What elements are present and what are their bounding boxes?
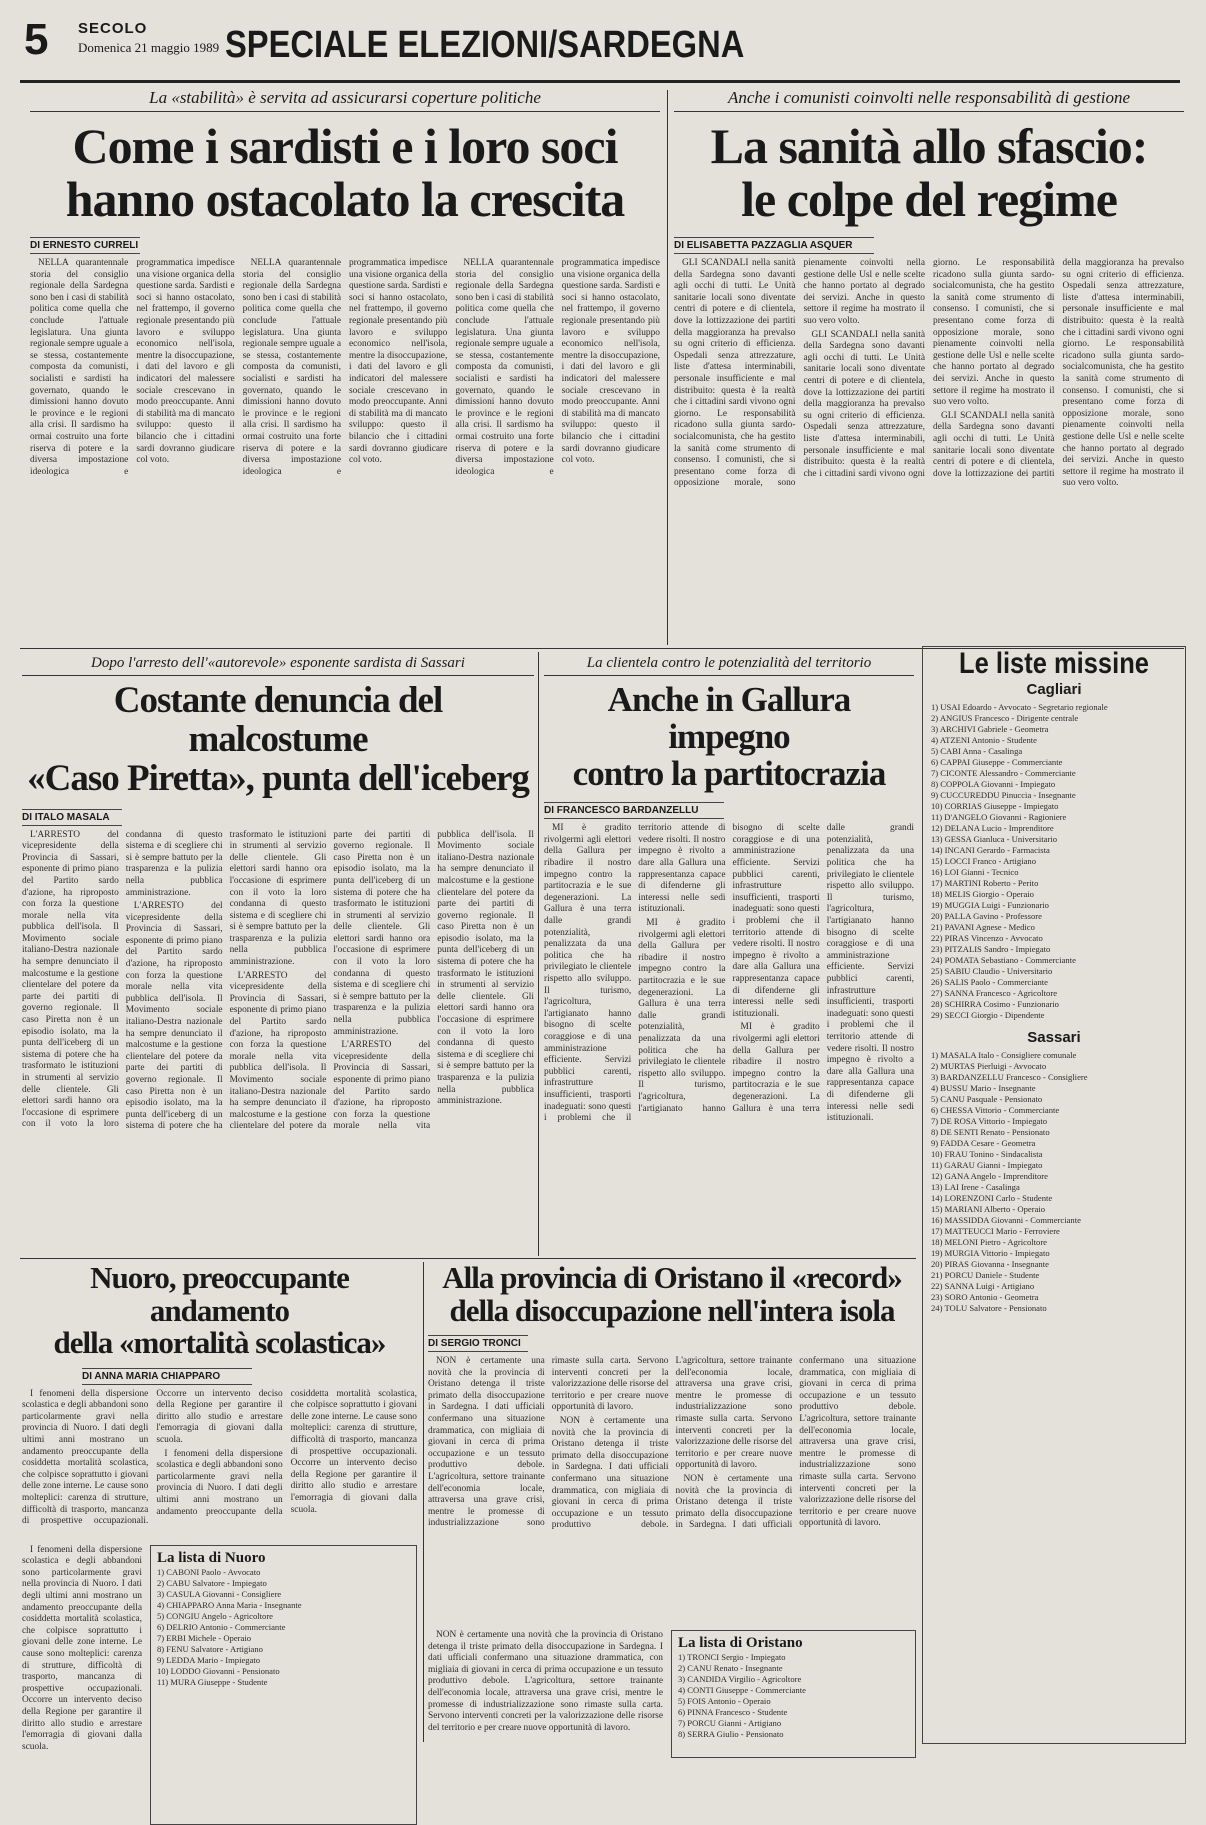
nuoro-list bbox=[157, 1567, 410, 1688]
headline-line: Nuoro, preoccupante andamento bbox=[90, 1260, 349, 1328]
list-item: 10) FRAU Tonino - Sindacalista bbox=[931, 1149, 1043, 1159]
article-sardisti bbox=[30, 88, 660, 648]
oristano-lower bbox=[428, 1630, 916, 1758]
list-item: 8) FENU Salvatore - Artigiano bbox=[157, 1643, 263, 1654]
headline-line: contro la partitocrazia bbox=[572, 753, 886, 793]
box-title: La lista di Nuoro bbox=[157, 1549, 266, 1566]
article-headline bbox=[674, 120, 1184, 225]
list-item: 7) PORCU Gianni - Artigiano bbox=[678, 1718, 782, 1729]
article-kicker: La «stabilità» è servita ad assicurarsi coperture politiche bbox=[30, 88, 660, 112]
list-item: 19) MURGIA Vittorio - Impiegato bbox=[931, 1248, 1050, 1258]
article-paragraph: L'ARRESTO del vicepresidente della Provincia di Sassari, esponente di primo piano del Partito sardo d'azione, ha riproposto con forza la questione morale nella vita pubblica dell'isola. Il Movimento sociale italiano-Destra nazionale ha sempre denunciato il malcostume e la gestione clientelare del potere da parte dei partiti di governo regionale. Il caso Piretta non è un episodio isolato, ma la punta dell'iceberg di un sistema di potere che ha trasformato le istituzioni in strumenti al servizio delle clientele. Gli elettori sardi hanno ora l'occasione di esprimere con il voto la loro condanna di questo sistema e di scegliere chi si è sempre battuto per la trasparenza e la pulizia nella pubblica amministrazione. bbox=[125, 829, 327, 1132]
article-nuoro bbox=[22, 1262, 417, 1825]
list-item: 25) SABIU Claudio - Universitario bbox=[931, 966, 1053, 976]
nuoro-lower bbox=[22, 1545, 417, 1825]
article-headline bbox=[428, 1262, 916, 1327]
list-item: 8) DE SENTI Renato - Pensionato bbox=[931, 1127, 1050, 1137]
list-item: 3) CASULA Giovanni - Consigliere bbox=[157, 1588, 282, 1599]
list-item: 5) CONGIU Angelo - Agricoltore bbox=[157, 1610, 273, 1621]
list-item: 16) MASSIDDA Giovanni - Commerciante bbox=[931, 1215, 1081, 1225]
list-item: 15) LOCCI Franco - Artigiano bbox=[931, 856, 1037, 866]
nuoro-list-box bbox=[150, 1545, 417, 1825]
article-gallura bbox=[544, 655, 914, 1278]
article-paragraph: L'ARRESTO del vicepresidente della Provincia di Sassari, esponente di primo piano del Partito sardo d'azione, ha riproposto con forza la questione morale nella vita pubblica dell'isola. Il Movimento sociale italiano-Destra nazionale ha sempre denunciato il malcostume e la gestione clientelare del potere da parte dei partiti di governo regionale. Il caso Piretta non è un episodio isolato, ma la punta dell'iceberg di un sistema di potere che ha trasformato le istituzioni in strumenti al servizio delle clientele. Gli elettori sardi hanno ora l'occasione di esprimere con il voto la loro condanna di questo sistema e di scegliere chi si è sempre battuto per la trasparenza e la pulizia nella pubblica amministrazione. bbox=[22, 829, 223, 1130]
headline-line: La sanità allo sfascio: bbox=[710, 118, 1148, 174]
list-item: 7) ERBI Michele - Operaio bbox=[157, 1632, 252, 1643]
list-item: 13) LAI Irene - Casalinga bbox=[931, 1182, 1020, 1192]
list-item: 6) CAPPAI Giuseppe - Commerciante bbox=[931, 757, 1063, 767]
article-oristano bbox=[428, 1262, 916, 1758]
article-kicker: Anche i comunisti coinvolti nelle responsabilità di gestione bbox=[674, 88, 1184, 112]
list-item: 19) MUGGIA Luigi - Funzionario bbox=[931, 900, 1049, 910]
list-item: 12) GANA Angelo - Imprenditore bbox=[931, 1171, 1048, 1181]
byline: DI ITALO MASALA bbox=[22, 809, 122, 826]
article-paragraph: L'ARRESTO del vicepresidente della Provincia di Sassari, esponente di primo piano del Partito sardo d'azione, ha riproposto con forza la questione morale nella vita pubblica dell'isola. Il Movimento sociale italiano-Destra nazionale ha sempre denunciato il malcostume e la gestione clientelare del potere da parte dei partiti di governo regionale. Il caso Piretta non è un episodio isolato, ma la punta dell'iceberg di un sistema di potere che ha trasformato le istituzioni in strumenti al servizio delle clientele. Gli elettori sardi hanno ora l'occasione di esprimere con il voto la loro condanna di questo sistema e di scegliere chi si è sempre battuto per la trasparenza e la pulizia nella pubblica amministrazione. bbox=[229, 829, 431, 1132]
list-item: 28) SCHIRRA Cosimo - Funzionario bbox=[931, 999, 1059, 1009]
article-headline bbox=[22, 682, 534, 799]
article-paragraph: NELLA quarantennale storia del consiglio regionale della Sardegna sono ben i casi di stabilità politica come quella che conclude l'attuale legislatura. Una giunta regionale sempre uguale a se stessa, costantemente composta da comunisti, socialisti e sardisti ha governato, quando le dimissioni hanno dovuto le province e le regioni alla crisi. Il sardismo ha ormai costruito una forte riserva di potere e la diversa impostazione ideologica e programmatica impedisce una visione organica della questione sarda. Sardisti e soci si hanno ostacolato, nel frattempo, il governo regionale presentando più lavoro e sviluppo economico nell'isola, mentre la disoccupazione, i dati del lavoro e gli indicatori del malessere sociale crescevano in modo preoccupante. Anni di stabilità ma di mancato sviluppo: questo il bilancio che i cittadini sardi dovranno giudicare col voto. bbox=[30, 258, 235, 477]
list-item: 29) SECCI Giorgio - Dipendente bbox=[931, 1010, 1045, 1020]
article-paragraph: L'ARRESTO del vicepresidente della Provincia di Sassari, esponente di primo piano del Partito sardo d'azione, ha riproposto con forza la questione morale nella vita pubblica dell'isola. Il Movimento sociale italiano-Destra nazionale ha sempre denunciato il malcostume e la gestione clientelare del potere da parte dei partiti di governo regionale. Il caso Piretta non è un episodio isolato, ma la punta dell'iceberg di un sistema di potere che ha trasformato le istituzioni in strumenti al servizio delle clientele. Gli elettori sardi hanno ora l'occasione di esprimere con il voto la loro condanna di questo sistema e di scegliere chi si è sempre battuto per la trasparenza e la pulizia nella pubblica amministrazione. bbox=[333, 829, 534, 1132]
article-body bbox=[22, 830, 534, 1285]
article-body-continued bbox=[22, 1545, 142, 1825]
list-item: 1) MASALA Italo - Consigliere comunale bbox=[931, 1050, 1077, 1060]
article-paragraph: GLI SCANDALI nella sanità della Sardegna sono davanti agli occhi di tutti. Le Unità sanitarie locali sono diventate centri di potere e di clientela, dove la lottizzazione dei partiti della maggioranza ha prevalso su ogni criterio di efficienza. Ospedali senza attrezzature, liste d'attesa interminabili, personale insufficiente e mal distribuito: questa è la realtà che i cittadini sardi vivono ogni giorno. Le responsabilità ricadono sulla giunta sardo-socialcomunista, che ha gestito la sanità come strumento di consenso. I comunisti, che si presentano come forza di opposizione morale, sono pienamente coinvolti nella gestione delle Usl e nelle scelte che hanno portato al degrado dei servizi. Anche in questo settore il regime ha mostrato il suo vero volto. bbox=[674, 258, 925, 489]
list-item: 24) TOLU Salvatore - Pensionato bbox=[931, 1303, 1047, 1313]
list-item: 3) ARCHIVI Gabriele - Geometra bbox=[931, 724, 1049, 734]
list-item: 23) PITZALIS Sandro - Impiegato bbox=[931, 944, 1051, 954]
article-piretta bbox=[22, 655, 534, 1285]
paper-name: SECOLO bbox=[78, 20, 148, 37]
list-item: 2) ANGIUS Francesco - Dirigente centrale bbox=[931, 713, 1079, 723]
article-paragraph: NON è certamente una novità che la provincia di Oristano detenga il triste primato della disoccupazione in Sardegna. I dati ufficiali confermano una situazione drammatica, con migliaia di giovani in cerca di prima occupazione e un tessuto produttivo debole. L'agricoltura, settore trainante dell'economia locale, attraversa una grave crisi, mentre le promesse di industrializzazione sono rimaste sulla carta. Servono interventi concreti per la valorizzazione delle risorse del territorio e per creare nuove opportunità di lavoro. bbox=[428, 1630, 663, 1733]
headline-line: «Caso Piretta», punta dell'iceberg bbox=[27, 757, 529, 799]
list-item: 11) MURA Giuseppe - Studente bbox=[157, 1676, 268, 1687]
headline-line: le colpe del regime bbox=[741, 170, 1117, 227]
article-kicker: Dopo l'arresto dell'«autorevole» esponente sardista di Sassari bbox=[22, 655, 534, 676]
article-paragraph: I fenomeni della dispersione scolastica e degli abbandoni sono particolarmente gravi nella provincia di Nuoro. I dati degli ultimi anni mostrano un andamento preoccupante della cosiddetta mortalità scolastica, che colpisce soprattutto i giovani delle zone interne. Le cause sono molteplici: carenza di strutture, difficoltà di trasporto, mancanza di prospettive occupazionali. Occorre un intervento deciso della Regione per garantire il diritto allo studio e arrestare l'emorragia di giovani dalla scuola. bbox=[156, 1388, 417, 1517]
list-item: 8) SERRA Giulio - Pensionato bbox=[678, 1729, 784, 1740]
list-item: 9) LEDDA Mario - Impiegato bbox=[157, 1654, 261, 1665]
article-paragraph: NON è certamente una novità che la provincia di Oristano detenga il triste primato della disoccupazione in Sardegna. I dati ufficiali confermano una situazione drammatica, con migliaia di giovani in cerca di prima occupazione e un tessuto produttivo debole. L'agricoltura, settore trainante dell'economia locale, attraversa una grave crisi, mentre le promesse di industrializzazione sono rimaste sulla carta. Servono interventi concreti per la valorizzazione delle risorse del territorio e per creare nuove opportunità di lavoro. bbox=[428, 1356, 669, 1529]
article-paragraph: MI è gradito rivolgermi agli elettori della Gallura per ribadire il nostro impegno contro la partitocrazia e le sue degenerazioni. La Gallura è una terra dalle grandi potenzialità, penalizzata da una politica che ha privilegiato le clientele rispetto allo sviluppo. Il turismo, l'agricoltura, l'artigianato hanno bisogno di scelte coraggiose e di una amministrazione efficiente. Servizi pubblici carenti, infrastrutture insufficienti, trasporti inadeguati: sono questi i problemi che il territorio attende di vedere risolti. Il nostro impegno è rivolto a dare alla Gallura una rappresentanza capace di difenderne gli interessi nelle sedi istituzionali. bbox=[732, 823, 914, 1124]
article-kicker: La clientela contro le potenzialità del territorio bbox=[544, 655, 914, 676]
list-item: 5) CANU Pasquale - Pensionato bbox=[931, 1094, 1043, 1104]
article-paragraph: NON è certamente una novità che la provincia di Oristano detenga il triste primato della disoccupazione in Sardegna. I dati ufficiali confermano una situazione drammatica, con migliaia di giovani in cerca di prima occupazione e un tessuto produttivo debole. L'agricoltura, settore trainante dell'economia locale, attraversa una grave crisi, mentre le promesse di industrializzazione sono rimaste sulla carta. Servono interventi concreti per la valorizzazione delle risorse del territorio e per creare nuove opportunità di lavoro. bbox=[551, 1356, 793, 1531]
byline: DI FRANCESCO BARDANZELLU bbox=[544, 802, 724, 819]
article-paragraph: GLI SCANDALI nella sanità della Sardegna sono davanti agli occhi di tutti. Le Unità sanitarie locali sono diventate centri di potere e di clientela, dove la lottizzazione dei partiti della maggioranza ha prevalso su ogni criterio di efficienza. Ospedali senza attrezzature, liste d'attesa interminabili, personale insufficiente e mal distribuito: questa è la realtà che i cittadini sardi vivono ogni giorno. Le responsabilità ricadono sulla giunta sardo-socialcomunista, che ha gestito la sanità come strumento di consenso. I comunisti, che si presentano come forza di opposizione morale, sono pienamente coinvolti nella gestione delle Usl e nelle scelte che hanno portato al degrado dei servizi. Anche in questo settore il regime ha mostrato il suo vero volto. bbox=[803, 258, 1055, 479]
list-item: 11) D'ANGELO Giovanni - Ragioniere bbox=[931, 812, 1067, 822]
sassari-list bbox=[923, 1046, 1185, 1318]
list-item: 14) LORENZONI Carlo - Studente bbox=[931, 1193, 1053, 1203]
list-item: 5) CABI Anna - Casalinga bbox=[931, 746, 1023, 756]
list-item: 8) COPPOLA Giovanni - Impiegato bbox=[931, 779, 1056, 789]
column-divider bbox=[538, 652, 539, 1256]
article-body bbox=[674, 258, 1184, 648]
box-title: La lista di Oristano bbox=[678, 1635, 803, 1652]
list-item: 1) TRONCI Sergio - Impiegato bbox=[678, 1652, 786, 1663]
list-item: 9) CUCCUREDDU Pinuccia - Insegnante bbox=[931, 790, 1076, 800]
article-paragraph: MI è gradito rivolgermi agli elettori della Gallura per ribadire il nostro impegno contro la partitocrazia e le sue degenerazioni. La Gallura è una terra dalle grandi potenzialità, penalizzata da una politica che ha privilegiato le clientele rispetto allo sviluppo. Il turismo, l'agricoltura, l'artigianato hanno bisogno di scelte coraggiose e di una amministrazione efficiente. Servizi pubblici carenti, infrastrutture insufficienti, trasporti inadeguati: sono questi i problemi che il territorio attende di vedere risolti. Il nostro impegno è rivolto a dare alla Gallura una rappresentanza capace di difenderne gli interessi nelle sedi istituzionali. bbox=[544, 823, 726, 1124]
article-body-continued bbox=[428, 1630, 663, 1758]
list-item: 13) GESSA Gianluca - Universitario bbox=[931, 834, 1058, 844]
byline: DI SERGIO TRONCI bbox=[428, 1335, 528, 1352]
article-paragraph: MI è gradito rivolgermi agli elettori della Gallura per ribadire il nostro impegno contro la partitocrazia e le sue degenerazioni. La Gallura è una terra dalle grandi potenzialità, penalizzata da una politica che ha privilegiato le clientele rispetto allo sviluppo. Il turismo, l'agricoltura, l'artigianato hanno bisogno di scelte coraggiose e di una amministrazione efficiente. Servizi pubblici carenti, infrastrutture insufficienti, trasporti inadeguati: sono questi i problemi che il territorio attende di vedere risolti. Il nostro impegno è rivolto a dare alla Gallura una rappresentanza capace di difenderne gli interessi nelle sedi istituzionali. bbox=[638, 823, 820, 1114]
candidate-lists-box bbox=[922, 646, 1186, 1744]
list-item: 2) CANU Renato - Insegnante bbox=[678, 1663, 783, 1674]
article-paragraph: NELLA quarantennale storia del consiglio regionale della Sardegna sono ben i casi di stabilità politica come quella che conclude l'attuale legislatura. Una giunta regionale sempre uguale a se stessa, costantemente composta da comunisti, socialisti e sardisti ha governato, quando le dimissioni hanno dovuto le province e le regioni alla crisi. Il sardismo ha ormai costruito una forte riserva di potere e la diversa impostazione ideologica e programmatica impedisce una visione organica della questione sarda. Sardisti e soci si hanno ostacolato, nel frattempo, il governo regionale presentando più lavoro e sviluppo economico nell'isola, mentre la disoccupazione, i dati del lavoro e gli indicatori del malessere sociale crescevano in modo preoccupante. Anni di stabilità ma di mancato sviluppo: questo il bilancio che i cittadini sardi dovranno giudicare col voto. bbox=[455, 258, 660, 477]
column-divider bbox=[423, 1262, 424, 1742]
list-item: 9) FADDA Cesare - Geometra bbox=[931, 1138, 1036, 1148]
column-divider bbox=[667, 90, 668, 645]
list-item: 4) CHIAPPARO Anna Maria - Insegnante bbox=[157, 1599, 302, 1610]
list-item: 26) SALIS Paolo - Commerciante bbox=[931, 977, 1048, 987]
article-body bbox=[544, 823, 914, 1278]
list-item: 6) PINNA Francesco - Studente bbox=[678, 1707, 788, 1718]
city-title-cagliari: Cagliari bbox=[1026, 681, 1082, 698]
list-item: 10) LODDO Giovanni - Pensionato bbox=[157, 1665, 280, 1676]
list-item: 21) PORCU Daniele - Studente bbox=[931, 1270, 1040, 1280]
article-paragraph: GLI SCANDALI nella sanità della Sardegna sono davanti agli occhi di tutti. Le Unità sanitarie locali sono diventate centri di potere e di clientela, dove la lottizzazione dei partiti della maggioranza ha prevalso su ogni criterio di efficienza. Ospedali senza attrezzature, liste d'attesa interminabili, personale insufficiente e mal distribuito: questa è la realtà che i cittadini sardi vivono ogni giorno. Le responsabilità ricadono sulla giunta sardo-socialcomunista, che ha gestito la sanità come strumento di consenso. I comunisti, che si presentano come forza di opposizione morale, sono pienamente coinvolti nella gestione delle Usl e nelle scelte che hanno portato al degrado dei servizi. Anche in questo settore il regime ha mostrato il suo vero volto. bbox=[933, 258, 1184, 489]
list-item: 16) LOI Gianni - Tecnico bbox=[931, 867, 1019, 877]
byline: DI ELISABETTA PAZZAGLIA ASQUER bbox=[674, 237, 874, 254]
list-item: 4) CONTI Giuseppe - Commerciante bbox=[678, 1685, 806, 1696]
list-item: 12) DELANA Lucio - Imprenditore bbox=[931, 823, 1054, 833]
headline-line: Alla provincia di Oristano il «record» bbox=[442, 1260, 902, 1295]
list-item: 20) PALLA Gavino - Professore bbox=[931, 911, 1042, 921]
list-item: 18) MELONI Pietro - Agricoltore bbox=[931, 1237, 1047, 1247]
page-number: 5 bbox=[24, 15, 49, 64]
list-item: 3) CANDIDA Virgilio - Agricoltore bbox=[678, 1674, 802, 1685]
article-paragraph: NON è certamente una novità che la provincia di Oristano detenga il triste primato della disoccupazione in Sardegna. I dati ufficiali confermano una situazione drammatica, con migliaia di giovani in cerca di prima occupazione e un tessuto produttivo debole. L'agricoltura, settore trainante dell'economia locale, attraversa una grave crisi, mentre le promesse di industrializzazione sono rimaste sulla carta. Servono interventi concreti per la valorizzazione delle risorse del territorio e per creare nuove opportunità di lavoro. bbox=[675, 1356, 916, 1531]
list-item: 4) BUSSU Mario - Insegnante bbox=[931, 1083, 1036, 1093]
headline-line: della «mortalità scolastica» bbox=[53, 1325, 386, 1361]
city-title-sassari: Sassari bbox=[1027, 1029, 1081, 1046]
list-item: 22) PIRAS Vincenzo - Avvocato bbox=[931, 933, 1043, 943]
byline: DI ANNA MARIA CHIAPPARO bbox=[82, 1368, 252, 1385]
article-body bbox=[428, 1356, 916, 1626]
issue-date: Domenica 21 maggio 1989 bbox=[78, 40, 220, 55]
list-item: 1) USAI Edoardo - Avvocato - Segretario regionale bbox=[931, 702, 1108, 712]
article-paragraph: NELLA quarantennale storia del consiglio regionale della Sardegna sono ben i casi di stabilità politica come quella che conclude l'attuale legislatura. Una giunta regionale sempre uguale a se stessa, costantemente composta da comunisti, socialisti e sardisti ha governato, quando le dimissioni hanno dovuto le province e le regioni alla crisi. Il sardismo ha ormai costruito una forte riserva di potere e la diversa impostazione ideologica e programmatica impedisce una visione organica della questione sarda. Sardisti e soci si hanno ostacolato, nel frattempo, il governo regionale presentando più lavoro e sviluppo economico nell'isola, mentre la disoccupazione, i dati del lavoro e gli indicatori del malessere sociale crescevano in modo preoccupante. Anni di stabilità ma di mancato sviluppo: questo il bilancio che i cittadini sardi dovranno giudicare col voto. bbox=[242, 258, 448, 477]
headline-line: hanno ostacolato la crescita bbox=[65, 170, 625, 227]
list-item: 24) POMATA Sebastiano - Commerciante bbox=[931, 955, 1076, 965]
headline-line: Come i sardisti e i loro soci bbox=[72, 118, 618, 174]
list-item: 21) PAVANI Agnese - Medico bbox=[931, 922, 1035, 932]
article-headline bbox=[30, 120, 660, 225]
list-item: 7) CICONTE Alessandro - Commerciante bbox=[931, 768, 1076, 778]
list-item: 4) ATZENI Antonio - Studente bbox=[931, 735, 1037, 745]
article-body bbox=[22, 1389, 417, 1539]
article-paragraph: I fenomeni della dispersione scolastica e degli abbandoni sono particolarmente gravi nella provincia di Nuoro. I dati degli ultimi anni mostrano un andamento preoccupante della cosiddetta mortalità scolastica, che colpisce soprattutto i giovani delle zone interne. Le cause sono molteplici: carenza di strutture, difficoltà di trasporto, mancanza di prospettive occupazionali. Occorre un intervento deciso della Regione per garantire il diritto allo studio e arrestare l'emorragia di giovani dalla scuola. bbox=[22, 1544, 142, 1752]
list-item: 10) CORRIAS Giuseppe - Impiegato bbox=[931, 801, 1059, 811]
article-headline bbox=[22, 1262, 417, 1360]
lists-title: Le liste missine bbox=[959, 647, 1149, 680]
article-paragraph: I fenomeni della dispersione scolastica e degli abbandoni sono particolarmente gravi nella provincia di Nuoro. I dati degli ultimi anni mostrano un andamento preoccupante della cosiddetta mortalità scolastica, che colpisce soprattutto i giovani delle zone interne. Le cause sono molteplici: carenza di strutture, difficoltà di trasporto, mancanza di prospettive occupazionali. Occorre un intervento deciso della Regione per garantire il diritto allo studio e arrestare l'emorragia di giovani dalla scuola. bbox=[22, 1388, 283, 1527]
list-item: 6) DELRIO Antonio - Commerciante bbox=[157, 1621, 286, 1632]
list-item: 15) MARIANI Alberto - Operaio bbox=[931, 1204, 1046, 1214]
masthead bbox=[20, 15, 1180, 83]
cagliari-list bbox=[923, 698, 1185, 1025]
list-item: 6) CHESSA Vittorio - Commerciante bbox=[931, 1105, 1060, 1115]
list-item: 22) SANNA Luigi - Artigiano bbox=[931, 1281, 1035, 1291]
oristano-list bbox=[678, 1652, 909, 1740]
list-item: 2) MURTAS Pierluigi - Avvocato bbox=[931, 1061, 1047, 1071]
article-sanita bbox=[674, 88, 1184, 648]
section-title: SPECIALE ELEZIONI/SARDEGNA bbox=[225, 24, 745, 66]
byline: DI ERNESTO CURRELI bbox=[30, 237, 140, 254]
headline-line: Anche in Gallura impegno bbox=[607, 680, 851, 756]
list-item: 17) MARTINI Roberto - Perito bbox=[931, 878, 1039, 888]
list-item: 1) CABONI Paolo - Avvocato bbox=[157, 1566, 261, 1577]
row-divider bbox=[20, 1258, 916, 1259]
oristano-list-box bbox=[671, 1630, 916, 1758]
list-item: 2) CABU Salvatore - Impiegato bbox=[157, 1577, 267, 1588]
list-item: 11) GARAU Gianni - Impiegato bbox=[931, 1160, 1043, 1170]
article-headline bbox=[544, 682, 914, 792]
list-item: 5) FOIS Antonio - Operaio bbox=[678, 1696, 771, 1707]
article-body bbox=[30, 258, 660, 648]
headline-line: Costante denuncia del malcostume bbox=[113, 680, 443, 760]
list-item: 23) SORO Antonio - Geometra bbox=[931, 1292, 1039, 1302]
list-item: 27) SANNA Francesco - Agricoltore bbox=[931, 988, 1058, 998]
list-item: 17) MATTEUCCI Mario - Ferroviere bbox=[931, 1226, 1060, 1236]
list-item: 20) PIRAS Giovanna - Insegnante bbox=[931, 1259, 1049, 1269]
list-item: 7) DE ROSA Vittorio - Impiegato bbox=[931, 1116, 1048, 1126]
list-item: 18) MELIS Giorgio - Operaio bbox=[931, 889, 1034, 899]
list-item: 3) BARDANZELLU Francesco - Consigliere bbox=[931, 1072, 1088, 1082]
list-item: 14) INCANI Gerardo - Farmacista bbox=[931, 845, 1050, 855]
headline-line: della disoccupazione nell'intera isola bbox=[449, 1292, 895, 1328]
